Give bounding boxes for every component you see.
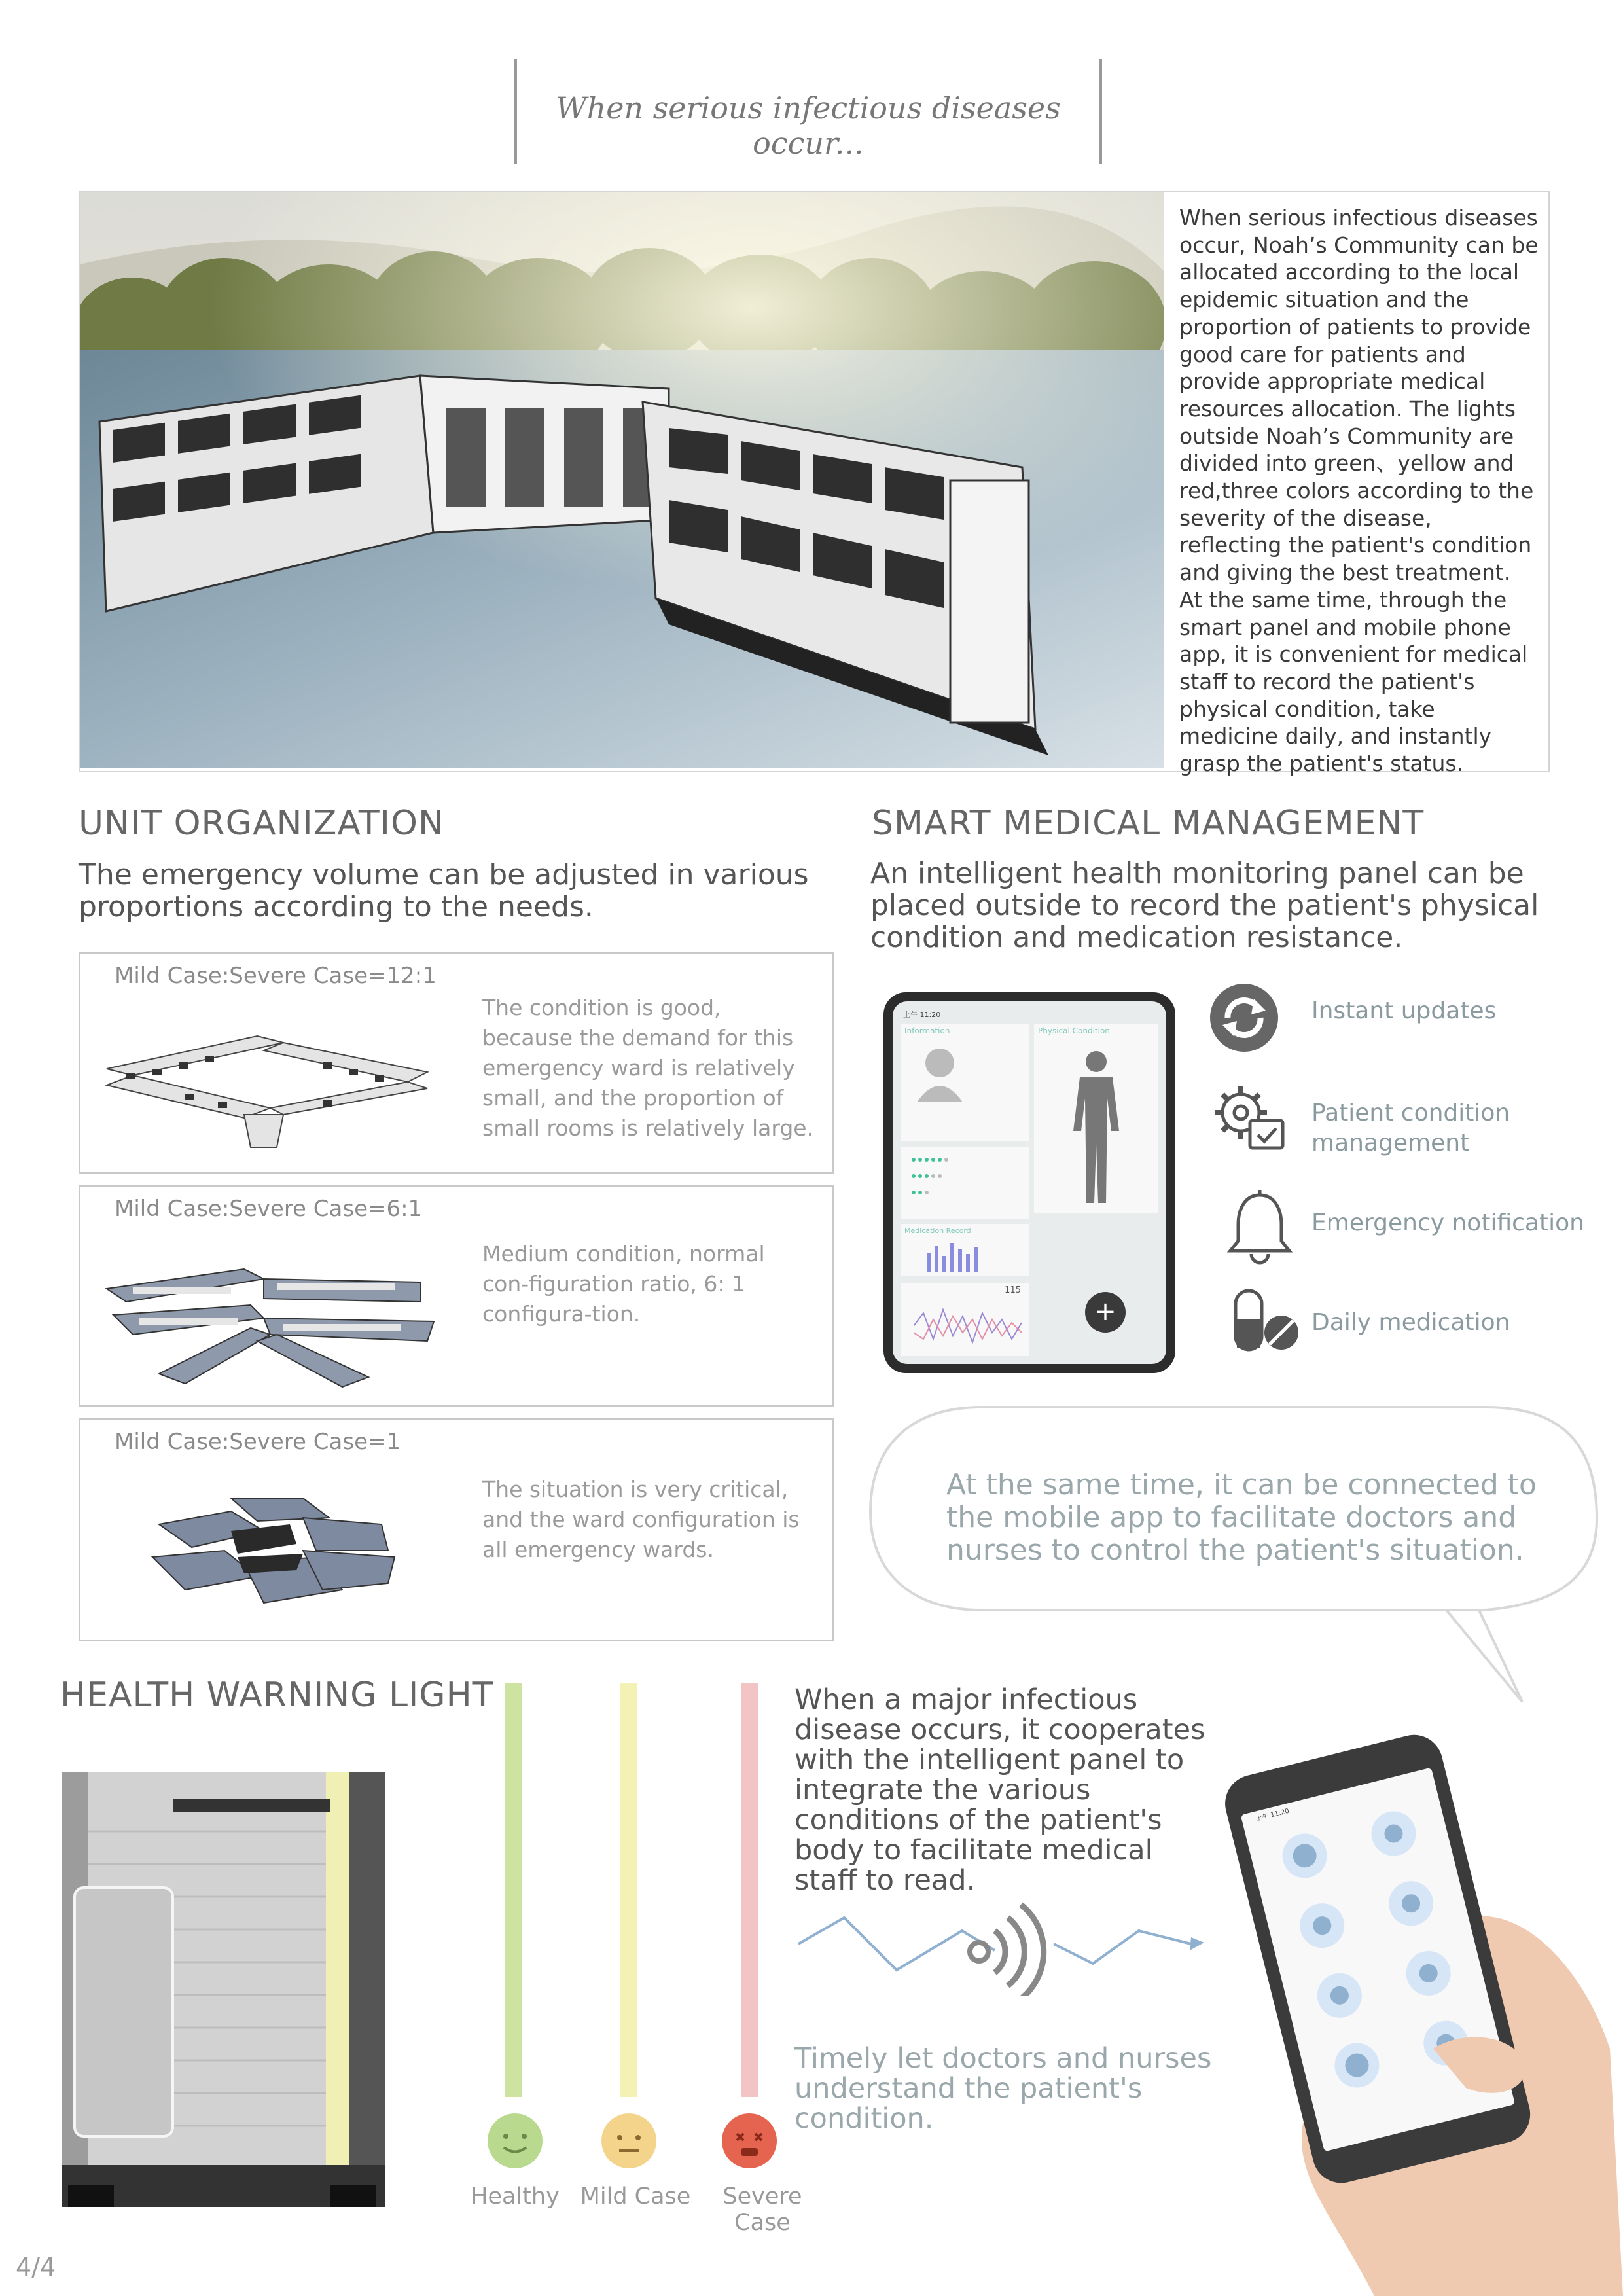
tablet-device [883,992,1175,1373]
warning-caption: Timely let doctors and nurses understand the patient's condition. [794,2042,1212,2135]
case-ratio-label: Mild Case:Severe Case=12:1 [115,963,437,989]
unit-facade-image [62,1772,385,2207]
case-description: The situation is very critical, and the ward configuration is all emergency wards. [482,1477,800,1562]
refresh-icon [1208,982,1280,1054]
pills-icon [1230,1287,1302,1352]
case-card-1 [79,1418,834,1641]
severe-case-label: Severe Case [722,2183,802,2236]
bubble-text: At the same time, it can be connected to the mobile app to facilitate doctors and nurses to control the patient's situation. [946,1468,1537,1567]
mild-face-icon [599,2111,658,2170]
page-title: When serious infectious diseases occur... [556,90,1061,161]
healthy-label: Healthy [471,2183,560,2210]
mild-light-bar [620,1683,637,2097]
case-description: The condition is good, because the demand for this emergency ward is relatively small, and the proportion of small rooms is relatively large. [482,995,814,1141]
physical-condition-panel [1034,1024,1158,1213]
bar-chart-icon [927,1240,1005,1272]
severe-face-icon [720,2111,779,2170]
progress-list [901,1147,1029,1219]
severe-light-bar [741,1683,758,2097]
info-panel [901,1024,1029,1141]
warning-description: When a major infectious disease occurs, it cooperates with the intelligent panel to integrate the various conditions of the patient's body to facilitate medical staff to read. [794,1683,1205,1897]
case-model-1-image [133,1492,414,1623]
case-model-12-1-image [87,1010,454,1154]
healthy-face-icon [486,2111,544,2170]
medication-panel-title: Medication Record [904,1227,971,1235]
gear-calendar-icon [1209,1080,1288,1152]
case-ratio-label: Mild Case:Severe Case=6:1 [115,1196,423,1222]
case-model-6-1-image [94,1243,447,1393]
feature-label-daily-medication: Daily medication [1311,1309,1510,1336]
warning-heading: HEALTH WARNING LIGHT [60,1676,494,1715]
unit-heading: UNIT ORGANIZATION [79,804,444,843]
add-button[interactable]: + [1085,1292,1126,1333]
mild-case-label: Mild Case [580,2183,691,2210]
signal-wave-icon [798,1892,1204,1996]
vitals-readout: 115 [1005,1285,1021,1295]
feature-label-patient-condition: Patient condition management [1311,1100,1510,1157]
avatar-silhouette-icon [914,1043,966,1102]
page-number: 4/4 [16,2253,56,2282]
case-card-12-1 [79,952,834,1174]
smart-lead: An intelligent health monitoring panel can be placed outside to record the patient's physical condition and medication resistance. [870,857,1539,954]
info-panel-title: Information [904,1026,950,1035]
feature-label-emergency-notification: Emergency notification [1311,1210,1584,1236]
tablet-screen [893,1001,1166,1364]
progress-dots-icon [901,1147,1029,1219]
case-description: Medium condition, normal con-figuration ratio, 6: 1 configura-tion. [482,1241,765,1327]
phone-status-time: 上午 11:20 [1255,1807,1291,1823]
hero-rendering [80,192,1164,768]
physical-panel-title: Physical Condition [1038,1026,1110,1035]
tablet-status-time: 上午 11:20 [903,1011,941,1019]
smart-heading: SMART MEDICAL MANAGEMENT [872,804,1425,843]
case-ratio-label: Mild Case:Severe Case=1 [115,1429,401,1455]
hero-description: When serious infectious diseases occur, Noah’s Community can be allocated according to the local epidemic situation and the proportion of patients to provide good care for patients and provide appropriate medical resources allocation. The lights outside Noah’s Community are divided into green、yellow and red,three colors according to the severity of the disease, reflecting the patient's condition and giving the best treatment. At the same time, through the smart panel and mobile phone app, it is convenient for medical staff to record the patient's physical condition, take medicine daily, and instantly grasp the patient's status. [1179,205,1539,777]
title-frame [514,59,1102,164]
bell-icon [1224,1189,1296,1267]
healthy-light-bar [505,1683,522,2097]
unit-lead: The emergency volume can be adjusted in various proportions according to the needs. [79,858,809,924]
body-figure-icon [1060,1046,1132,1210]
medication-record-panel [901,1224,1029,1276]
waveform-icon [914,1300,1024,1352]
case-card-6-1 [79,1185,834,1407]
vitals-graph-panel [901,1283,1029,1356]
feature-label-instant-updates: Instant updates [1311,997,1497,1024]
